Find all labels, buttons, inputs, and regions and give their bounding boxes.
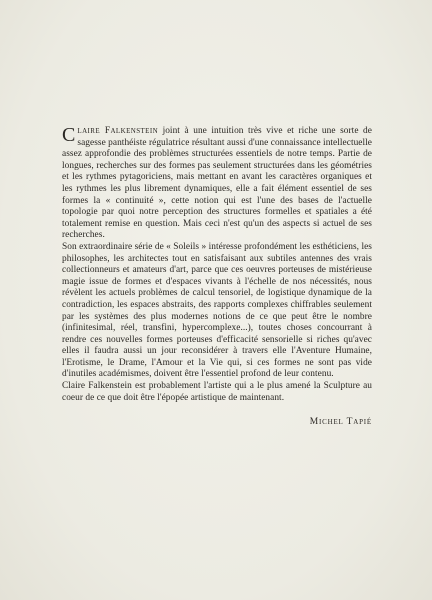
paragraph-1-text: joint à une intuition très vive et riche une sorte de sagesse panthéiste régulatrice résultant aussi d'une connaissance intellectuelle assez approfondie des problèmes structurées essentiels de notre temps. Partie de longues, recherches sur des formes pas seulement structurées dans les géométries et les rythmes pytagoriciens, mais mettant en avant les caractères organiques et les rythmes les plus librement dynamiques, elle a fait élément essentiel de ses formes la « continuité », cette notion qui est l'une des bases de l'actuelle topologie par quoi notre perception des structures formelles et spatiales a été totalement remise en question. Mais ceci n'est qu'un des aspects si actuel de ses recherches. [62, 126, 372, 241]
paragraph-3: Claire Falkenstein est probablement l'artiste qui a le plus amené la Sculpture au coeur de ce que doit être l'épopée artistique de maintenant. [62, 381, 372, 403]
lead-name: laire Falkenstein [77, 126, 159, 136]
text-block [62, 126, 372, 429]
signature: Michel Tapié [309, 417, 372, 428]
drop-cap: C [62, 124, 76, 146]
paragraph-1 [62, 126, 372, 242]
paragraph-2: Son extraordinaire série de « Soleils » intéresse profondément les esthéticiens, les philosophes, les architectes tout en satisfaisant aux subtiles antennes des vrais collectionneurs et amateurs d'art, parce que ces oeuvres porteuses de mistérieuse magie issue de formes et d'espaces vivants à l'échelle de nos nécessités, nous révèlent les actuels problèmes de calcul tensoriel, de logistique dynamique de la contradiction, les espaces abstraits, des rapports complexes chiffrables seulement par les systèmes des plus modernes notions de ce que peut être le nombre (infinitesimal, réel, transfini, hypercomplexe...), toutes choses concourrant à rendre ces nouvelles formes porteuses d'efficacité sensorielle si riches qu'avec elles il faudra aussi un jour reconsidérer à travers elle l'Aventure Humaine, l'Erotisme, le Drame, l'Amour et la Vie qui, si ces formes ne sont pas vide d'inutiles académismes, doivent être l'essentiel profond de leur contenu. [62, 241, 372, 380]
